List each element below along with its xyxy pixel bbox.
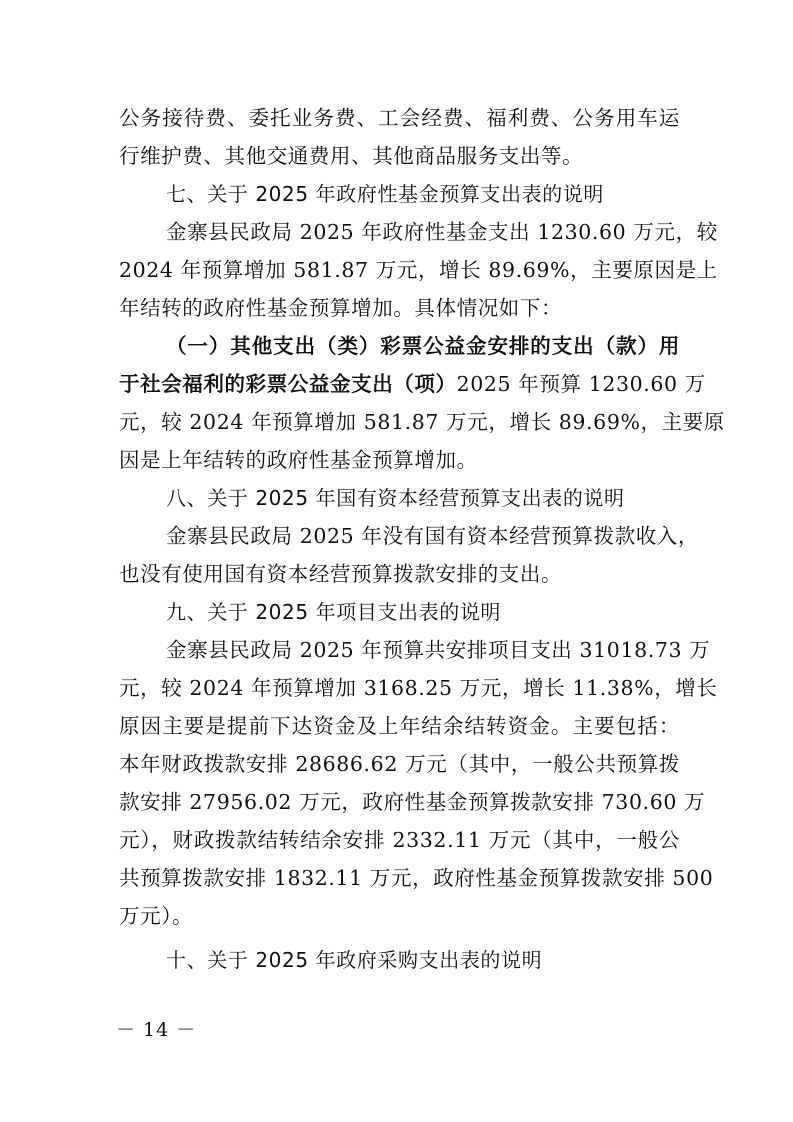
subsection-heading: （一）其他支出（类）彩票公益金安排的支出（款）用 (166, 334, 680, 358)
section-heading: 七、关于 2025 年政府性基金预算支出表的说明 (166, 182, 605, 206)
paragraph-line: 2024 年预算增加 581.87 万元，增长 89.69%，主要原因是上 (119, 258, 718, 282)
paragraph-line: 行维护费、其他交通费用、其他商品服务支出等。 (119, 144, 584, 168)
paragraph-line: 款安排 27956.02 万元，政府性基金预算拨款安排 730.60 万 (119, 790, 706, 814)
paragraph-line: 金寨县民政局 2025 年没有国有资本经营预算拨款收入， (166, 524, 700, 548)
paragraph-line: 元，较 2024 年预算增加 581.87 万元，增长 89.69%，主要原 (119, 410, 725, 434)
paragraph-line: 本年财政拨款安排 28686.62 万元（其中，一般公共预算拨 (119, 752, 680, 776)
page-number: － 14 － (116, 1019, 197, 1041)
paragraph-text: 2025 年预算 1230.60 万 (456, 372, 706, 396)
paragraph-line: 万元）。 (119, 904, 194, 928)
paragraph-line: 金寨县民政局 2025 年政府性基金支出 1230.60 万元，较 (166, 220, 718, 244)
paragraph-line: 因是上年结转的政府性基金预算增加。 (119, 448, 478, 472)
paragraph-line: 公务接待费、委托业务费、工会经费、福利费、公务用车运 (119, 106, 680, 130)
paragraph-line: 原因主要是提前下达资金及上年结余结转资金。主要包括： (119, 714, 680, 738)
section-heading: 九、关于 2025 年项目支出表的说明 (166, 600, 502, 624)
paragraph-line: 共预算拨款安排 1832.11 万元，政府性基金预算拨款安排 500 (119, 866, 714, 890)
subsection-heading-continued: 于社会福利的彩票公益金支出（项） (119, 372, 457, 396)
paragraph-line: 元，较 2024 年预算增加 3168.25 万元，增长 11.38%，增长 (119, 676, 718, 700)
paragraph-line: 金寨县民政局 2025 年预算共安排项目支出 31018.73 万 (166, 638, 711, 662)
paragraph-line: 元），财政拨款结转结余安排 2332.11 万元（其中，一般公 (119, 828, 680, 852)
paragraph-line: 年结转的政府性基金预算增加。具体情况如下： (119, 296, 563, 320)
section-heading: 八、关于 2025 年国有资本经营预算支出表的说明 (166, 486, 625, 510)
paragraph-line: 也没有使用国有资本经营预算拨款安排的支出。 (119, 562, 563, 586)
section-heading: 十、关于 2025 年政府采购支出表的说明 (166, 948, 543, 972)
paragraph-line (119, 369, 706, 399)
